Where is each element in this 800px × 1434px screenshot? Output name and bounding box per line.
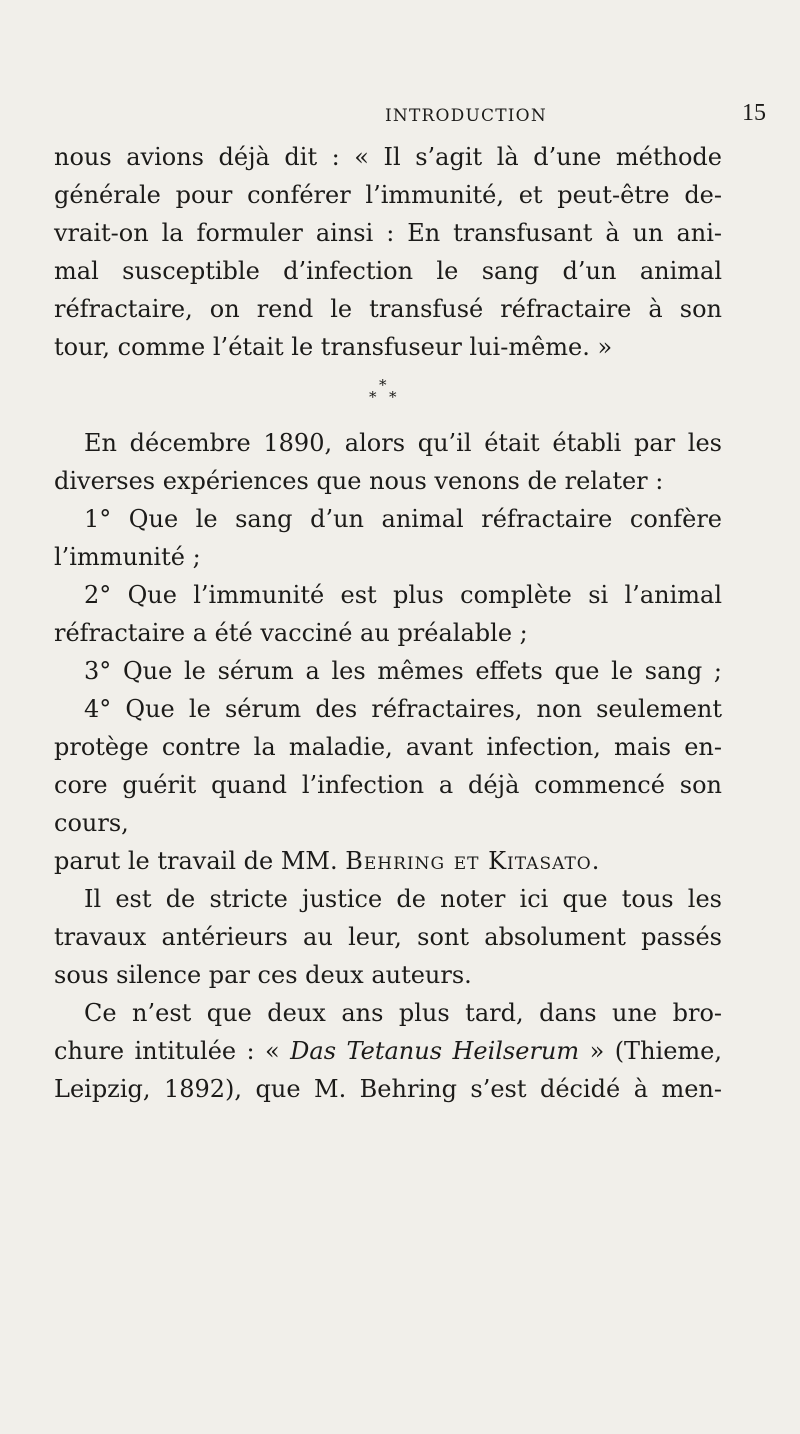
paragraph-5-line-3: Leipzig, 1892), que M. Behring s’est décidé à men-	[54, 1075, 722, 1103]
list-item-4-line-2: protège contre la maladie, avant infection, mais en-	[54, 733, 722, 761]
section-separator	[54, 366, 722, 424]
separator-star-left: *	[369, 388, 377, 406]
paragraph-3-text: parut le travail de MM.	[54, 847, 346, 875]
paragraph-1-line-5: réfractaire, on rend le transfusé réfractaire à son	[54, 295, 722, 323]
paragraph-1-line-6: tour, comme l’était le transfuseur lui-même. »	[54, 333, 613, 361]
running-head	[0, 100, 800, 130]
list-item-1-line-1: 1° Que le sang d’un animal réfractaire confère	[84, 505, 722, 533]
list-item-2-line-1: 2° Que l’immunité est plus complète si l’animal	[84, 581, 722, 609]
paragraph-3-authors: Behring et Kitasato	[345, 847, 592, 875]
list-item-4-line-1: 4° Que le sérum des réfractaires, non seulement	[84, 695, 722, 723]
paragraph-3-period: .	[591, 847, 600, 875]
body-text	[54, 138, 722, 1108]
paragraph-2-line-2: diverses expériences que nous venons de relater :	[54, 467, 664, 495]
separator-star-top: *	[379, 376, 387, 394]
paragraph-5-text-before: chure intitulée : «	[54, 1037, 291, 1065]
list-item-2-line-2: réfractaire a été vacciné au préalable ;	[54, 619, 528, 647]
list-item-4-line-4: cours,	[54, 809, 129, 837]
paragraph-3-line-1	[54, 842, 722, 880]
paragraph-2-line-1: En décembre 1890, alors qu’il était établi par les	[84, 429, 722, 457]
paragraph-4-line-2: travaux antérieurs au leur, sont absolument passés	[54, 923, 722, 951]
paragraph-4-line-1: Il est de stricte justice de noter ici que tous les	[84, 885, 722, 913]
separator-star-right: *	[389, 388, 397, 406]
paragraph-1-line-3: vrait-on la formuler ainsi : En transfusant à un ani-	[54, 219, 722, 247]
paragraph-5-line-1: Ce n’est que deux ans plus tard, dans une bro-	[84, 999, 722, 1027]
brochure-title: Das Tetanus Heilserum	[290, 1037, 580, 1065]
paragraph-5-text-after: » (Thieme,	[579, 1037, 722, 1065]
paragraph-5-line-2	[54, 1032, 722, 1070]
page-number: 15	[742, 100, 766, 126]
list-item-4-line-3: core guérit quand l’infection a déjà commencé son	[54, 771, 722, 799]
paragraph-4-line-3: sous silence par ces deux auteurs.	[54, 961, 472, 989]
paragraph-1-line-4: mal susceptible d’infection le sang d’un animal	[54, 257, 722, 285]
list-item-1-line-2: l’immunité ;	[54, 543, 201, 571]
paragraph-1-line-1: nous avions déjà dit : « Il s’agit là d’une méthode	[54, 143, 722, 171]
list-item-3-line-1: 3° Que le sérum a les mêmes effets que le sang ;	[84, 657, 722, 685]
running-title: INTRODUCTION	[385, 106, 547, 126]
paragraph-1-line-2: générale pour conférer l’immunité, et peut-être de-	[54, 181, 722, 209]
